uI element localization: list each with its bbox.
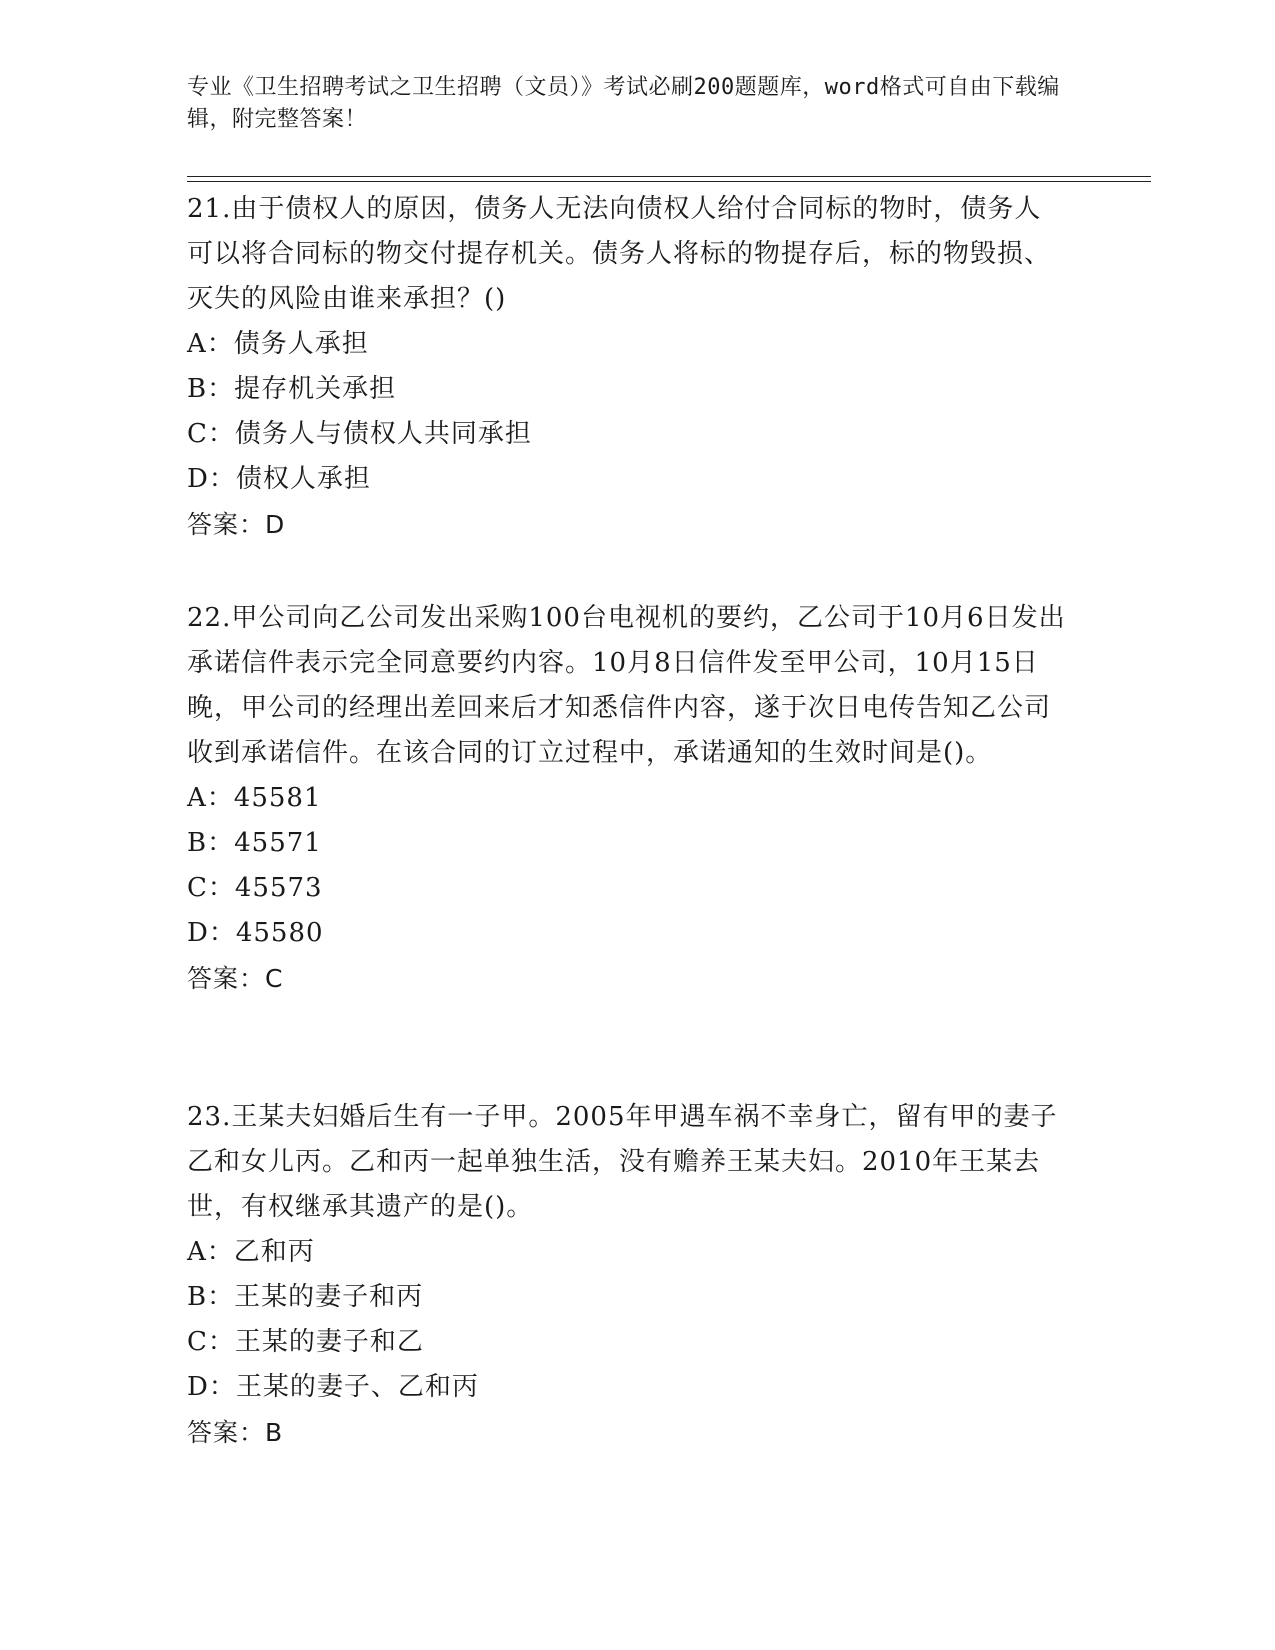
option-a: A：乙和丙	[187, 1237, 315, 1267]
option-a: A：债务人承担	[187, 329, 369, 359]
header-divider-bottom	[187, 181, 1151, 182]
option-d: D：债权人承担	[187, 464, 371, 494]
option-a: A：45581	[187, 783, 322, 813]
document-header: 专业《卫生招聘考试之卫生招聘（文员）》考试必刷200题题库，word格式可自由下载编辑，附完整答案！	[187, 75, 1060, 132]
option-d: D：王某的妻子、乙和丙	[187, 1372, 479, 1402]
option-c: C：王某的妻子和乙	[187, 1327, 424, 1357]
option-c: C：债务人与债权人共同承担	[187, 419, 532, 449]
answer-line: 答案：C	[187, 964, 284, 993]
answer-line: 答案：D	[187, 510, 286, 539]
option-b: B：提存机关承担	[187, 374, 397, 404]
answer-line: 答案：B	[187, 1418, 284, 1447]
option-b: B：王某的妻子和丙	[187, 1282, 424, 1312]
question-stem: 23.王某夫妇婚后生有一子甲。2005年甲遇车祸不幸身亡，留有甲的妻子乙和女儿丙。乙和丙一起单独生活，没有赡养王某夫妇。2010年王某去世，有权继承其遗产的是()。	[187, 1102, 1058, 1222]
question-23	[187, 1095, 1067, 1455]
option-b: B：45571	[187, 828, 322, 858]
question-stem: 22.甲公司向乙公司发出采购100台电视机的要约，乙公司于10月6日发出承诺信件表示完全同意要约内容。10月8日信件发至甲公司，10月15日晚，甲公司的经理出差回来后才知悉信件内容，遂于次日电传告知乙公司收到承诺信件。在该合同的订立过程中，承诺通知的生效时间是()。	[187, 603, 1066, 768]
question-stem: 21.由于债权人的原因，债务人无法向债权人给付合同标的物时，债务人可以将合同标的物交付提存机关。债务人将标的物提存后，标的物毁损、灭失的风险由谁来承担？()	[187, 194, 1052, 314]
header-divider-top	[187, 176, 1151, 177]
option-d: D：45580	[187, 918, 324, 948]
option-c: C：45573	[187, 873, 323, 903]
question-22	[187, 596, 1067, 1001]
question-21	[187, 187, 1067, 547]
